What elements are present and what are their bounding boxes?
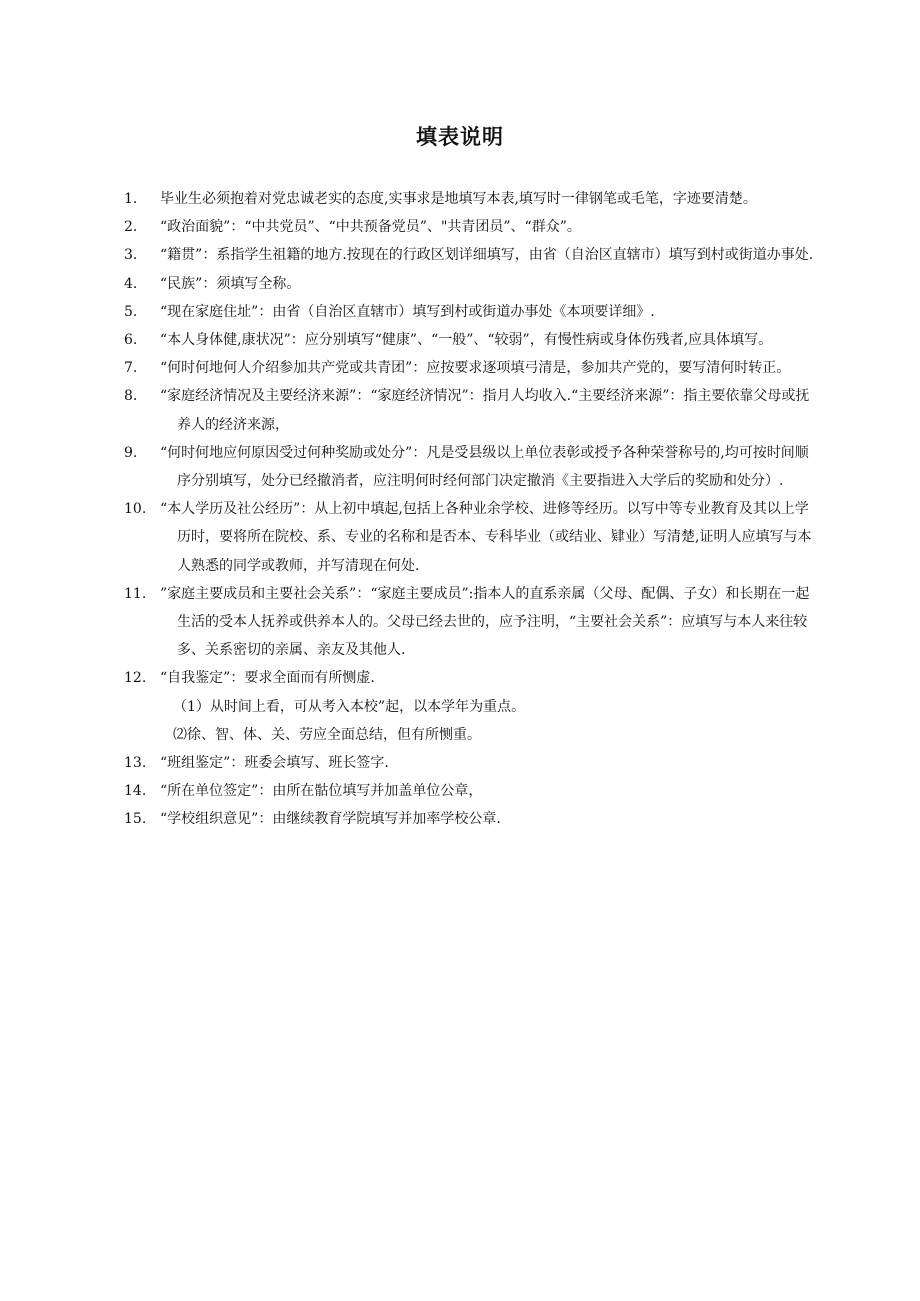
list-item	[124, 439, 814, 495]
item-body	[160, 270, 814, 298]
item-number: 6.	[124, 332, 138, 349]
item-body	[160, 326, 814, 354]
item-body	[160, 664, 814, 749]
item-body	[160, 749, 814, 777]
item-number: 8.	[124, 388, 138, 405]
item-text: “政治面貌”：“中共党员”、“中共预备党员”、"共青团员”、“群众”。	[160, 219, 581, 236]
list-item	[124, 664, 814, 749]
list-item	[124, 495, 814, 580]
list-item	[124, 382, 814, 438]
item-number: 14.	[124, 783, 147, 800]
item-body	[160, 495, 814, 580]
item-subpoint: ⑵徐、智、体、关、劳应全面总结，但有所恻重。	[173, 726, 481, 743]
item-text: “家庭经济情况及主要经济来源”：“家庭经济情况”：指月人均收入.“主要经济来源”：指主要依靠父母或抚养人的经济来源，	[160, 388, 810, 433]
list-item	[124, 749, 814, 777]
list-item	[124, 777, 814, 805]
item-number: 10.	[124, 501, 147, 518]
item-number: 15.	[124, 811, 147, 828]
item-body	[160, 382, 814, 438]
item-body	[160, 213, 814, 241]
list-item	[124, 805, 814, 833]
item-body	[160, 185, 814, 213]
item-text: “民族”：须填写全称。	[160, 275, 301, 292]
item-number: 11.	[124, 585, 147, 602]
list-item	[124, 241, 814, 269]
item-text: “班组鉴定”：班委会填写、班长签字.	[160, 755, 389, 772]
item-number: 4.	[124, 275, 138, 292]
item-body	[160, 241, 814, 269]
list-item	[124, 580, 814, 665]
instruction-list	[124, 185, 814, 834]
item-text: “自我鉴定”：要求全面而有所恻虚.	[160, 670, 375, 687]
item-number: 7.	[124, 360, 138, 377]
list-item	[124, 270, 814, 298]
list-item	[124, 354, 814, 382]
item-text: ”家庭主要成员和主要社会关系”：“家庭主要成员”:指本人的直系亲属（父母、配偶、子女）和长期在一起生活的受本人抚养或供养本人的。父母已经去世的，应予注明，“主要社会关系”：应填写与本人来往较多、关系密切的亲属、亲友及其他人.	[160, 585, 810, 659]
page-title: 填表说明	[416, 125, 504, 149]
item-text: “本人学历及社公经历”：从上初中填起,包括上各种业余学校、进修等经历。以写中等专业教育及其以上学历时，要将所在院校、系、专业的名称和是否本、专科毕业（或结业、肄业）写清楚,证明人应填写与本人熟悉的同学或教师，并写清现在何处.	[160, 501, 812, 574]
list-item	[124, 185, 814, 213]
item-body	[160, 439, 814, 495]
item-number: 12.	[124, 670, 147, 687]
item-text: “本人身体健,康状况”：应分别填写“健康”、“一般”、“较弱”，有慢性病或身体伤残者,应具体填写。	[160, 332, 773, 349]
item-body	[160, 298, 814, 326]
item-text: “现在家庭住址”：由省（自治区直辖市）填写到村或街道办事处《本项要详细》.	[160, 303, 655, 320]
item-number: 1.	[124, 191, 138, 207]
item-text: “籍贯”：系指学生祖籍的地方.按现在的行政区划详细填写，由省（自治区直辖市）填写到村或街道办事处.	[160, 247, 814, 264]
item-body	[160, 777, 814, 805]
item-body	[160, 580, 814, 665]
list-item	[124, 326, 814, 354]
item-number: 2.	[124, 219, 138, 236]
item-number: 5.	[124, 303, 138, 320]
list-item	[124, 298, 814, 326]
list-item	[124, 213, 814, 241]
item-text: “学校组织意见”：由继续教育学院填写并加率学校公章.	[160, 811, 501, 828]
item-body	[160, 354, 814, 382]
item-number: 3.	[124, 247, 138, 264]
item-number: 9.	[124, 444, 138, 461]
item-body	[160, 805, 814, 833]
item-text: “所在单位签定”：由所在骷位填写并加盖单位公章，	[160, 783, 483, 800]
item-subpoint: （1）从时间上看，可从考入本校”起，以本学年为重点。	[173, 698, 526, 715]
item-text: “何时何地何人介绍参加共产党或共青团”：应按要求逐项填弓清是，参加共产党的，要写清何时转正。	[160, 360, 791, 377]
item-text: 毕业生必须抱着对党忠诚老实的态度,实事求是地填写本表,填写时一律钢笔或毛笔，字迹要清楚。	[160, 191, 757, 207]
item-text: “何时何地应何原因受过何种奖励或处分”：凡是受县级以上单位表彰或授予各种荣誉称号的,均可按时间顺序分别填写，处分已经撤消者，应注明何时经何部门决定撤消《主要指进入大学后的奖励和处分）.	[160, 444, 809, 490]
item-number: 13.	[124, 755, 147, 772]
